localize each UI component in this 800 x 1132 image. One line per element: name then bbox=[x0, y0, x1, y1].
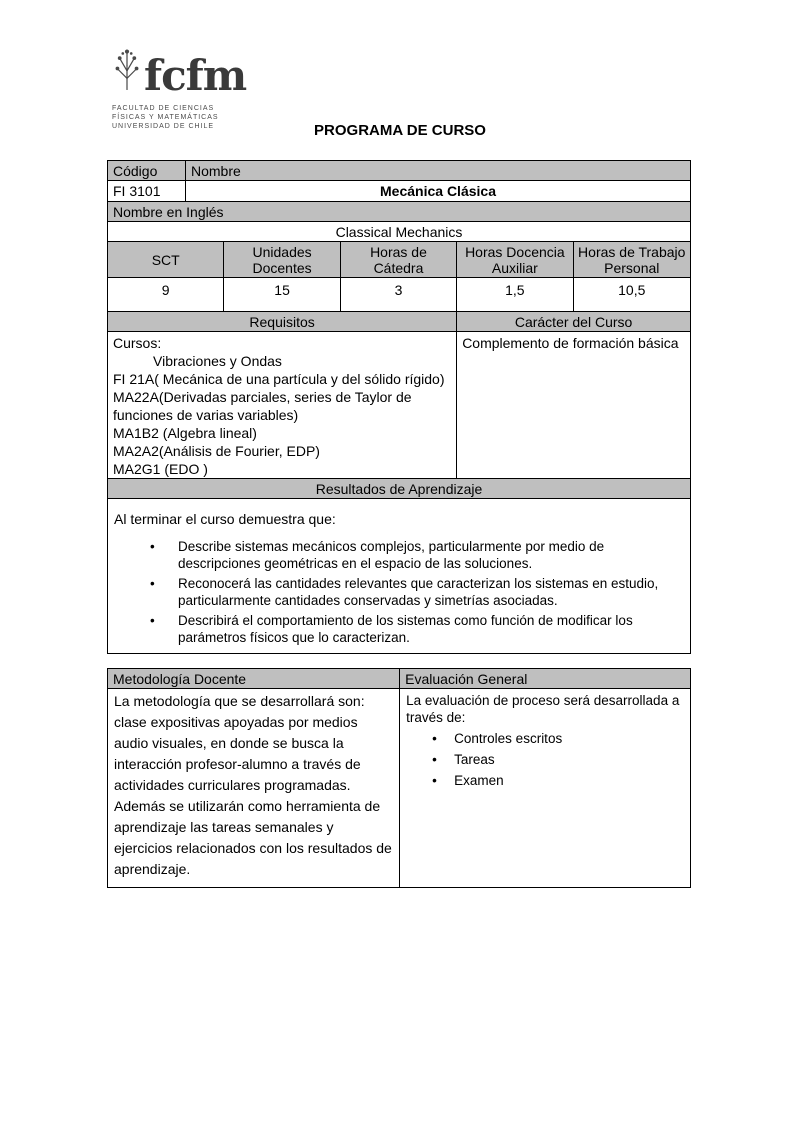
methodology-header-row bbox=[108, 669, 690, 689]
bullet-icon: • bbox=[432, 752, 437, 767]
unidades-docentes-value-cell: 15 bbox=[224, 278, 340, 312]
resultados-list bbox=[144, 538, 680, 646]
sct-header-cell: SCT bbox=[108, 242, 224, 278]
evaluacion-list bbox=[424, 730, 684, 789]
requisitos-header-cell: Requisitos bbox=[108, 312, 457, 332]
sct-value-cell: 9 bbox=[108, 278, 224, 312]
caracter-value-cell: Complemento de formación básica bbox=[457, 332, 690, 479]
nombre-ingles-value-cell: Classical Mechanics bbox=[108, 222, 690, 242]
requisito-line: MA1B2 (Algebra lineal) bbox=[113, 425, 257, 441]
methodology-content-row bbox=[108, 689, 690, 887]
list-item bbox=[144, 538, 680, 572]
bullet-text: Examen bbox=[454, 773, 504, 788]
resultados-content-cell bbox=[108, 499, 690, 653]
codigo-header-cell: Código bbox=[108, 161, 186, 181]
bullet-text: Reconocerá las cantidades relevantes que caracterizan los sistemas en estudio, particularmente cantidades conservadas y simetrías asociadas. bbox=[178, 576, 659, 608]
metodologia-header-cell: Metodología Docente bbox=[108, 669, 400, 689]
methodology-table bbox=[107, 668, 691, 888]
bullet-icon: • bbox=[150, 539, 155, 554]
logo-brand-text: fcfm bbox=[144, 51, 247, 100]
horas-docencia-auxiliar-value-cell: 1,5 bbox=[457, 278, 573, 312]
requisitos-caracter-value-row bbox=[108, 332, 690, 479]
logo-caption-line: FACULTAD DE CIENCIAS bbox=[112, 105, 215, 112]
list-item bbox=[144, 612, 680, 646]
nombre-header-cell: Nombre bbox=[186, 161, 690, 181]
bullet-icon: • bbox=[150, 613, 155, 628]
evaluacion-intro: La evaluación de proceso será desarrollada a través de: bbox=[406, 693, 680, 725]
requisito-line: MA2G1 (EDO ) bbox=[113, 461, 208, 477]
codigo-value-cell: FI 3101 bbox=[108, 181, 186, 202]
code-name-header-row bbox=[108, 161, 690, 181]
code-name-value-row bbox=[108, 181, 690, 202]
metodologia-content-cell bbox=[108, 689, 400, 887]
hours-header-row bbox=[108, 242, 690, 278]
requisitos-caracter-header-row bbox=[108, 312, 690, 332]
english-name-header-row bbox=[108, 202, 690, 222]
horas-docencia-auxiliar-header-cell: Horas Docencia Auxiliar bbox=[457, 242, 573, 278]
caracter-header-cell: Carácter del Curso bbox=[457, 312, 690, 332]
course-table bbox=[107, 160, 691, 654]
logo-top bbox=[112, 44, 262, 102]
evaluacion-content-cell bbox=[400, 689, 690, 887]
resultados-intro: Al terminar el curso demuestra que: bbox=[114, 511, 336, 527]
bullet-text: Tareas bbox=[454, 752, 495, 767]
bullet-icon: • bbox=[150, 576, 155, 591]
horas-trabajo-personal-header-cell: Horas de Trabajo Personal bbox=[574, 242, 690, 278]
horas-catedra-header-cell: Horas de Cátedra bbox=[341, 242, 457, 278]
bullet-icon: • bbox=[432, 773, 437, 788]
hours-value-row bbox=[108, 278, 690, 312]
nombre-ingles-header-cell: Nombre en Inglés bbox=[108, 202, 690, 222]
bullet-text: Controles escritos bbox=[454, 731, 563, 746]
metodologia-paragraph: Además se utilizarán como herramienta de aprendizaje las tareas semanales y ejercicios relacionados con los resultados de aprendizaje. bbox=[114, 798, 392, 877]
requisito-line: Cursos: bbox=[113, 335, 162, 351]
requisito-line: FI 21A( Mecánica de una partícula y del sólido rígido) bbox=[113, 371, 445, 387]
logo-caption-line: UNIVERSIDAD DE CHILE bbox=[112, 123, 215, 130]
requisito-line: Vibraciones y Ondas bbox=[153, 353, 282, 369]
horas-catedra-value-cell: 3 bbox=[341, 278, 457, 312]
bullet-text: Describe sistemas mecánicos complejos, particularmente por medio de descripciones geométricas en el espacio de las soluciones. bbox=[178, 539, 605, 571]
horas-trabajo-personal-value-cell: 10,5 bbox=[574, 278, 690, 312]
resultados-header-cell: Resultados de Aprendizaje bbox=[108, 479, 690, 499]
english-name-value-row bbox=[108, 222, 690, 242]
unidades-docentes-header-cell: Unidades Docentes bbox=[224, 242, 340, 278]
list-item bbox=[424, 730, 684, 747]
list-item bbox=[424, 772, 684, 789]
list-item bbox=[424, 751, 684, 768]
requisito-line: MA22A(Derivadas parciales, series de Taylor de funciones de varias variables) bbox=[113, 389, 412, 423]
tree-emblem-icon bbox=[112, 46, 142, 90]
metodologia-paragraph: La metodología que se desarrollará son: clase expositivas apoyadas por medios audio visuales, en donde se busca la interacción profesor-alumno a través de actividades curriculares programadas. bbox=[114, 693, 365, 793]
resultados-header-row bbox=[108, 479, 690, 499]
logo-caption-line: FÍSICAS Y MATEMÁTICAS bbox=[112, 114, 219, 121]
requisito-line: MA2A2(Análisis de Fourier, EDP) bbox=[113, 443, 320, 459]
bullet-icon: • bbox=[432, 731, 437, 746]
resultados-content-row bbox=[108, 499, 690, 653]
page-title: PROGRAMA DE CURSO bbox=[314, 122, 486, 139]
evaluacion-header-cell: Evaluación General bbox=[400, 669, 690, 689]
list-item bbox=[144, 575, 680, 609]
fcfm-logo bbox=[112, 44, 262, 131]
nombre-value-cell: Mecánica Clásica bbox=[186, 181, 690, 202]
requisitos-value-cell bbox=[108, 332, 457, 479]
bullet-text: Describirá el comportamiento de los sistemas como función de modificar los parámetros físicos que lo caracterizan. bbox=[178, 613, 633, 645]
